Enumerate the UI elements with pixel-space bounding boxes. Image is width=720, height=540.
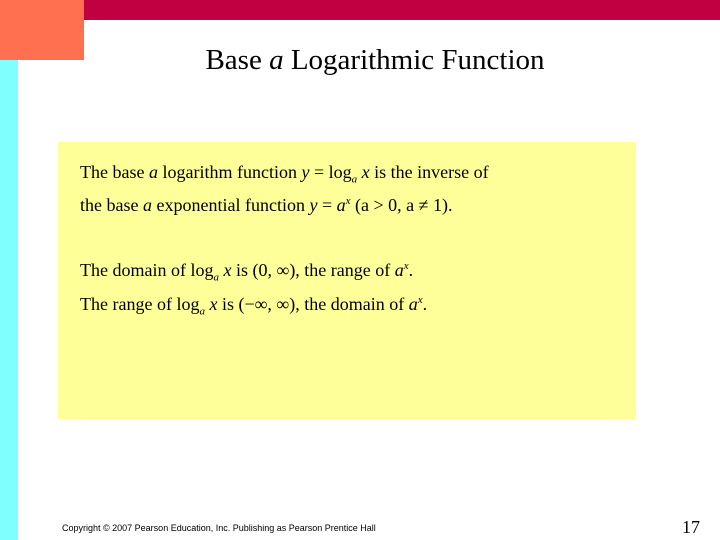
copyright-footer: Copyright © 2007 Pearson Education, Inc. Publishing as Pearson Prentice Hall (62, 523, 376, 533)
text: x (357, 162, 370, 182)
slide-title (90, 44, 660, 77)
text: x (403, 260, 409, 272)
text: x (204, 294, 218, 314)
title-pre: Base (205, 44, 270, 76)
content-line-4 (80, 294, 427, 318)
content-box (58, 142, 636, 419)
content-line-1 (80, 162, 489, 186)
text: a (213, 271, 219, 284)
text: a (142, 195, 152, 215)
text: a (148, 162, 158, 182)
page-number: 17 (682, 517, 700, 537)
text: = log (309, 162, 352, 182)
text: a (351, 173, 358, 186)
text: a (199, 305, 205, 318)
text: a (336, 195, 346, 215)
text: logarithm function (157, 162, 302, 182)
text: is (−∞, ∞), the domain of (217, 294, 409, 314)
text: x (345, 195, 351, 207)
text: a (394, 260, 404, 280)
text: is the inverse of (369, 162, 489, 182)
text: x (218, 260, 232, 280)
top-accent-bar (84, 0, 720, 20)
text: The domain of log (80, 260, 214, 280)
text: . (408, 260, 414, 280)
text: y (309, 195, 318, 215)
text: The base (80, 162, 149, 182)
text: The range of log (80, 294, 200, 314)
text: y (301, 162, 310, 182)
title-variable: a (269, 44, 284, 76)
corner-accent-square (0, 0, 84, 60)
text: is (0, ∞), the range of (231, 260, 395, 280)
text: a (408, 294, 418, 314)
title-post: Logarithmic Function (283, 44, 545, 76)
content-line-2 (80, 195, 453, 216)
text: the base (80, 195, 143, 215)
text: x (417, 294, 423, 306)
text: exponential function (151, 195, 310, 215)
content-line-3 (80, 260, 413, 284)
text: . (422, 294, 428, 314)
text: (a > 0, a ≠ 1). (350, 195, 453, 215)
side-accent-bar (0, 60, 18, 540)
text: = (317, 195, 337, 215)
